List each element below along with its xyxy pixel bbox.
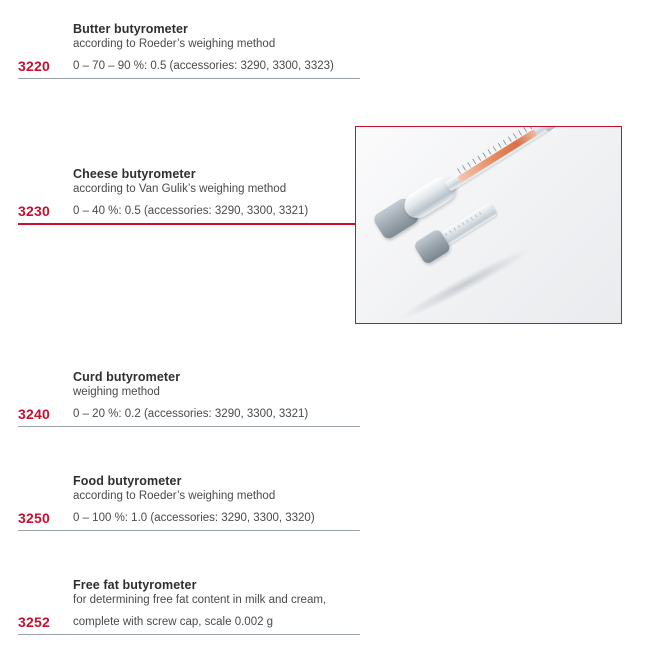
tube-scale-ticks — [457, 126, 533, 174]
entry-divider — [18, 78, 360, 79]
product-subtitle: according to Roeder’s weighing method — [73, 490, 276, 502]
product-code: 3220 — [18, 58, 50, 74]
entry-divider — [18, 426, 360, 427]
product-spec: 0 – 70 – 90 %: 0.5 (accessories: 3290, 3300, 3323) — [73, 60, 334, 72]
product-code: 3240 — [18, 406, 50, 422]
product-subtitle: for determining free fat content in milk and cream, — [73, 594, 327, 606]
product-title: Food butyrometer — [73, 474, 182, 488]
product-spec: 0 – 20 %: 0.2 (accessories: 3290, 3300, 3321) — [73, 408, 309, 420]
product-title: Free fat butyrometer — [73, 578, 197, 592]
product-subtitle: according to Van Gulik’s weighing method — [73, 183, 287, 195]
product-subtitle: weighing method — [73, 386, 160, 398]
product-code: 3252 — [18, 614, 50, 630]
tube-scale-fill — [457, 129, 537, 183]
product-title: Butter butyrometer — [73, 22, 189, 36]
product-spec: complete with screw cap, scale 0.002 g — [73, 616, 274, 628]
product-title: Curd butyrometer — [73, 370, 181, 384]
entry-divider-highlight — [18, 223, 360, 225]
product-photo — [355, 126, 622, 324]
product-spec: 0 – 40 %: 0.5 (accessories: 3290, 3300, 3321) — [73, 205, 309, 217]
product-spec: 0 – 100 %: 1.0 (accessories: 3290, 3300, 3320) — [73, 512, 315, 524]
product-title: Cheese butyrometer — [73, 167, 196, 181]
entry-divider — [18, 634, 360, 635]
entry-divider — [18, 530, 360, 531]
product-code: 3230 — [18, 203, 50, 219]
product-code: 3250 — [18, 510, 50, 526]
product-subtitle: according to Roeder’s weighing method — [73, 38, 276, 50]
